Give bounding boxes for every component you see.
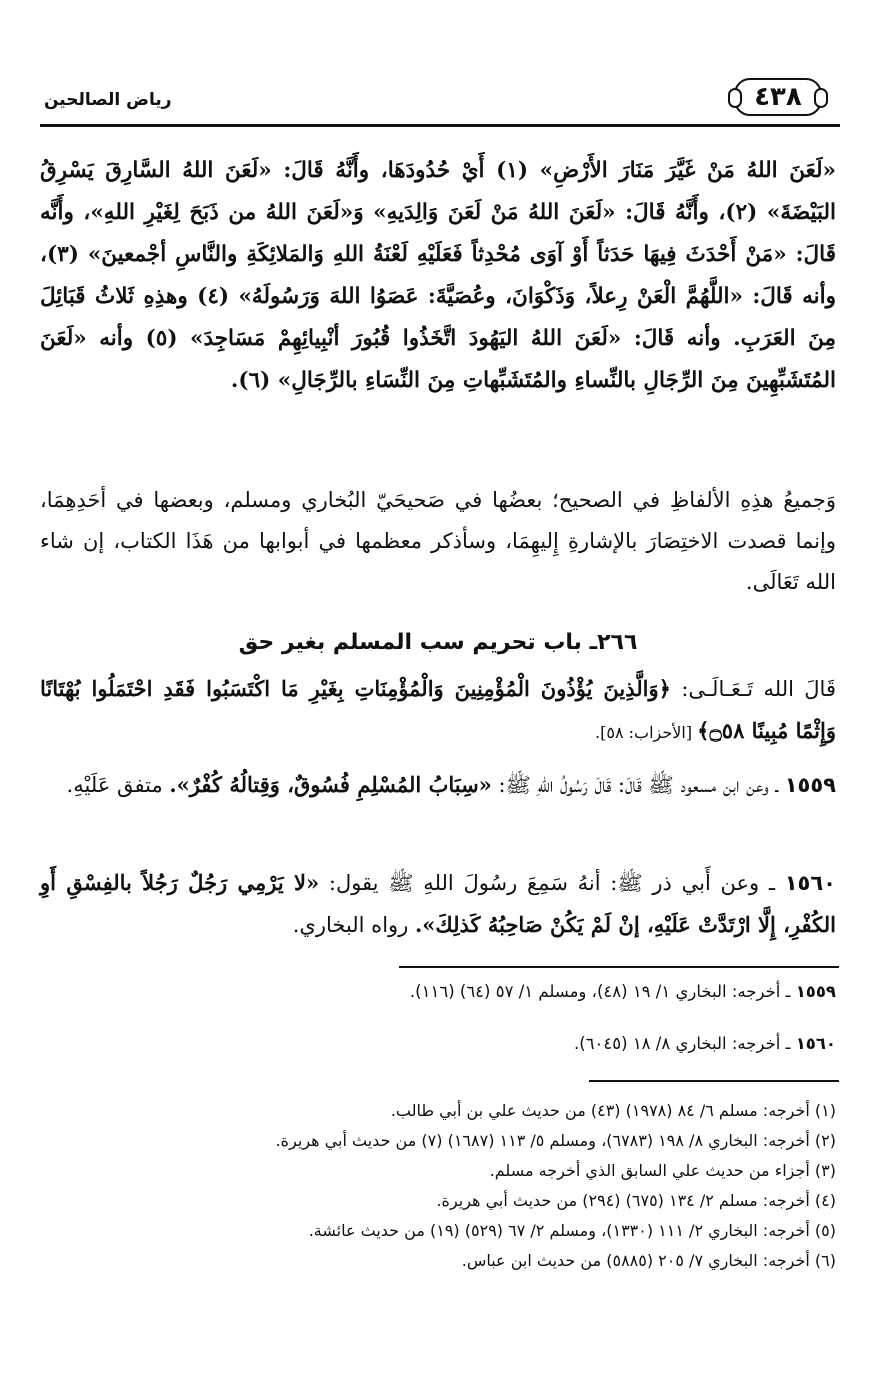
- hadith-1560: [40, 862, 836, 946]
- hadith-intro: ـ وعن أَبي ذر ﷺ: أنهُ سَمِعَ رسُولَ اللهِ ﷺ يقول:: [319, 871, 785, 895]
- book-title: رياض الصالحين: [44, 90, 172, 110]
- note-text: ـ أخرجه: البخاري ١/ ١٩ (٤٨)، ومسلم ١/ ٥٧ (٦٤) (١١٦).: [409, 982, 796, 1001]
- chapter-title: ٢٦٦ـ باب تحريم سب المسلم بغير حق: [238, 630, 638, 655]
- header-divider: [40, 124, 840, 127]
- footnote: (٥) أخرجه: البخاري ٢/ ١١١ (١٣٣٠)، ومسلم ٢/ ٦٧ (٥٢٩) (١٩) من حديث عائشة.: [308, 1221, 836, 1240]
- footnote: (٤) أخرجه: مسلم ٢/ ١٣٤ (٦٧٥) (٢٩٤) من حديث أبي هريرة.: [436, 1191, 836, 1210]
- hadith-note: [40, 1034, 836, 1053]
- note-text: ـ أخرجه: البخاري ٨/ ١٨ (٦٠٤٥).: [573, 1034, 796, 1053]
- verse-intro: قَالَ الله تَـعَـالَـى:: [670, 677, 836, 701]
- hadith-grading: متفق عَلَيْهِ.: [66, 773, 170, 797]
- quran-verse: [40, 668, 836, 754]
- hadith-1559: [40, 764, 836, 806]
- paragraph-curses: «لَعَنَ اللهُ مَنْ غَيَّرَ مَنَارَ الأَرْضِ» (١) أَيْ حُدُودَهَا، وأَنَّهُ قَالَ: «لَعَنَ اللهُ السَّارِقَ يَسْرِقُ البَيْضَةَ» (٢)، وأَنَّهُ قَالَ: «لَعَنَ اللهُ مَنْ لَعَنَ وَالِدَيهِ» وَ«لَعَنَ اللهُ من ذَبَحَ لِغَيْرِ اللهِ»، وأَنَّه قَالَ: «مَنْ أَحْدَثَ فِيهَا حَدَثاً أَوْ آوَى مُحْدِثاً فَعَلَيْهِ لَعْنَةُ اللهِ وَالمَلائِكَةِ والنَّاسِ أجْمعينَ» (٣)، وأنه قَالَ: «اللَّهُمَّ الْعَنْ رِعلاً، وَذَكْوَانَ، وعُصَيَّةَ: عَصَوُا اللهَ وَرَسُولَهُ» (٤) وهذِهِ ثَلاثُ قَبَائِلَ مِنَ العَرَبِ. وأنه قَالَ: «لَعَنَ اللهُ اليَهُودَ اتَّخَذُوا قُبُورَ أنْبِيائِهِمْ مَسَاجِدَ» (٥) وأنه «لَعَنَ المُتَشَبِّهِينَ مِنَ الرِّجَالِ بالنِّساءِ والمُتَشَبِّهاتِ مِنَ النِّسَاءِ بالرِّجَالِ» (٦).: [40, 158, 836, 393]
- footnotes: [40, 1096, 836, 1276]
- hadith-text: «لا يَرْمِي رَجُلٌ رَجُلاً بالفِسْقِ أَوِ الكُفْرِ، إِلَّا ارْتَدَّتْ عَلَيْهِ، إنْ لَمْ يَكُنْ صَاحِبُهُ كَذلِكَ».: [40, 870, 836, 937]
- hadith-number: ١٥٥٩: [784, 773, 836, 797]
- paragraph-sources: وَجميعُ هذِهِ الألفاظِ في الصحيح؛ بعضُها في صَحيحَيّ البُخاري ومسلم، وبعضها في أحَدِهِمَا، وإنما قصدت الاختِصَارَ بالإشارةِ إِليهِمَا، وسأذكر معظمها في أبوابها من هَذَا الكتاب، إن شاء الله تَعَالَى.: [40, 488, 836, 594]
- note-number: ١٥٦٠: [795, 1034, 836, 1053]
- hadith-note: [40, 982, 836, 1001]
- page-header: [40, 70, 840, 124]
- verse-reference: [الأحزاب: ٥٨].: [595, 723, 698, 742]
- hadith-number: ١٥٦٠: [784, 871, 837, 895]
- verse-text: ﴿وَالَّذِينَ يُؤْذُونَ الْمُؤْمِنِينَ وَالْمُؤْمِنَاتِ بِغَيْرِ مَا اكْتَسَبُوا فَقَدِ احْتَمَلُوا بُهْتَانًا وَإِثْمًا مُبِينًا ۝٥٨﴾: [40, 676, 836, 743]
- hadith-intro: ـ وعن ابن مسعود ﷺ قَالَ: قَالَ رَسُولُ اللهِ ﷺ:: [491, 773, 785, 797]
- note-number: ١٥٥٩: [795, 982, 836, 1001]
- hadith-text: «سِبَابُ المُسْلِمِ فُسُوقٌ، وَقِتالُهُ كُفْرٌ».: [169, 772, 492, 797]
- hadith-grading: رواه البخاري.: [292, 913, 415, 937]
- footnote: (٣) أجزاء من حديث علي السابق الذي أخرجه مسلم.: [489, 1161, 836, 1180]
- footnotes-divider: [589, 1080, 839, 1082]
- footnote: (٦) أخرجه: البخاري ٧/ ٢٠٥ (٥٨٨٥) من حديث ابن عباس.: [461, 1251, 836, 1270]
- notes-divider: [399, 966, 839, 968]
- footnote: (١) أخرجه: مسلم ٦/ ٨٤ (١٩٧٨) (٤٣) من حديث علي بن أبي طالب.: [390, 1101, 836, 1120]
- page-number: ٤٣٨: [734, 78, 822, 116]
- footnote: (٢) أخرجه: البخاري ٨/ ١٩٨ (٦٧٨٣)، ومسلم ٥/ ١١٣ (١٦٨٧) (٧) من حديث أبي هريرة.: [275, 1131, 836, 1150]
